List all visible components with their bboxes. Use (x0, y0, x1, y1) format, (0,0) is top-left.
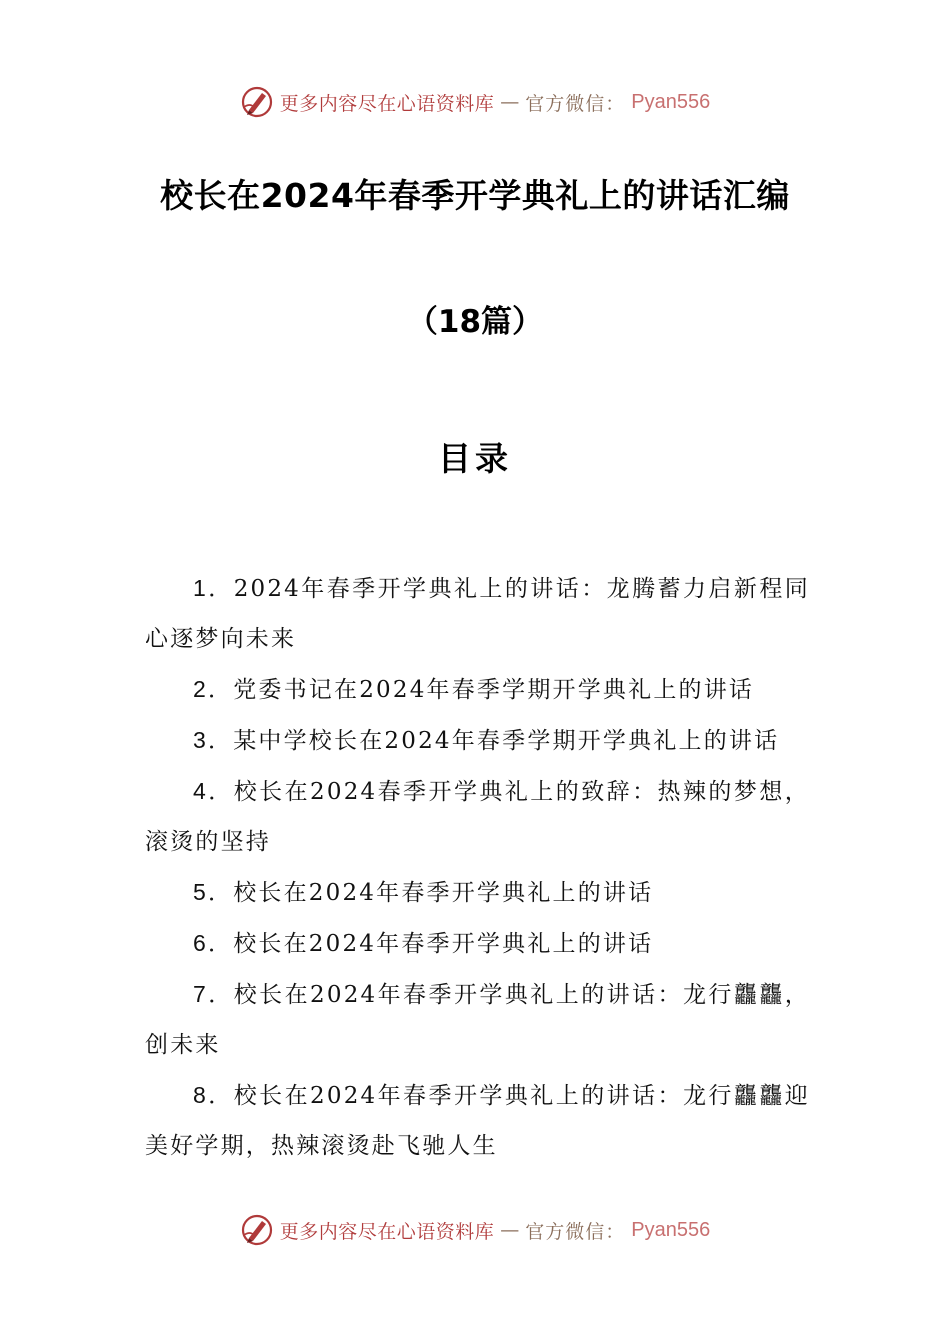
toc-item[interactable] (145, 918, 810, 969)
toc-item[interactable] (145, 867, 810, 918)
watermark-brand: 更多内容尽在心语资料库 (279, 92, 495, 115)
toc-item-text: 校长在2024春季开学典礼上的致辞：热辣的梦想，滚烫的坚持 (145, 779, 810, 855)
toc-item-text: 校长在2024年春季开学典礼上的讲话：龙行龘龘迎美好学期，热辣滚烫赴飞驰人生 (145, 1083, 810, 1159)
toc-item-number: 2． (193, 676, 234, 702)
watermark-wechat-label: 官方微信： (525, 92, 626, 115)
toc-item-text: 某中学校长在2024年春季学期开学典礼上的讲话 (233, 728, 780, 754)
toc-item-number: 6． (193, 930, 234, 956)
toc-item[interactable] (145, 715, 810, 766)
toc-item-number: 3． (193, 727, 234, 753)
watermark-wechat-id: Pyan556 (631, 1218, 711, 1241)
toc-item-number: 4． (193, 778, 234, 804)
pen-logo-icon (240, 85, 274, 119)
toc-item[interactable] (145, 1070, 810, 1171)
document-subtitle: （18篇） (406, 304, 544, 340)
watermark-separator: — (500, 1219, 520, 1241)
watermark-brand: 更多内容尽在心语资料库 (279, 1220, 495, 1243)
watermark-wechat-id: Pyan556 (631, 90, 711, 113)
toc-item-number: 1． (193, 575, 234, 601)
toc-item[interactable] (145, 766, 810, 867)
watermark-wechat-label: 官方微信： (525, 1220, 626, 1243)
pen-logo-icon (240, 1213, 274, 1247)
toc-item-text: 校长在2024年春季开学典礼上的讲话 (233, 931, 654, 957)
toc-item-number: 8． (193, 1082, 234, 1108)
table-of-contents (145, 563, 810, 1171)
footer-watermark (0, 1210, 950, 1250)
toc-item-text: 校长在2024年春季开学典礼上的讲话 (233, 880, 654, 906)
toc-item-number: 5． (193, 879, 234, 905)
toc-item-text: 党委书记在2024年春季学期开学典礼上的讲话 (233, 677, 755, 703)
toc-item[interactable] (145, 664, 810, 715)
toc-item-text: 2024年春季开学典礼上的讲话：龙腾蓄力启新程同心逐梦向未来 (145, 576, 810, 652)
toc-item-number: 7． (193, 981, 234, 1007)
toc-item-text: 校长在2024年春季开学典礼上的讲话：龙行龘龘，创未来 (145, 982, 810, 1058)
toc-item[interactable] (145, 969, 810, 1070)
header-watermark (0, 82, 950, 122)
document-title: 校长在2024年春季开学典礼上的讲话汇编 (160, 176, 790, 215)
watermark-separator: — (500, 91, 520, 113)
toc-item[interactable] (145, 563, 810, 664)
toc-heading: 目录 (438, 439, 512, 478)
